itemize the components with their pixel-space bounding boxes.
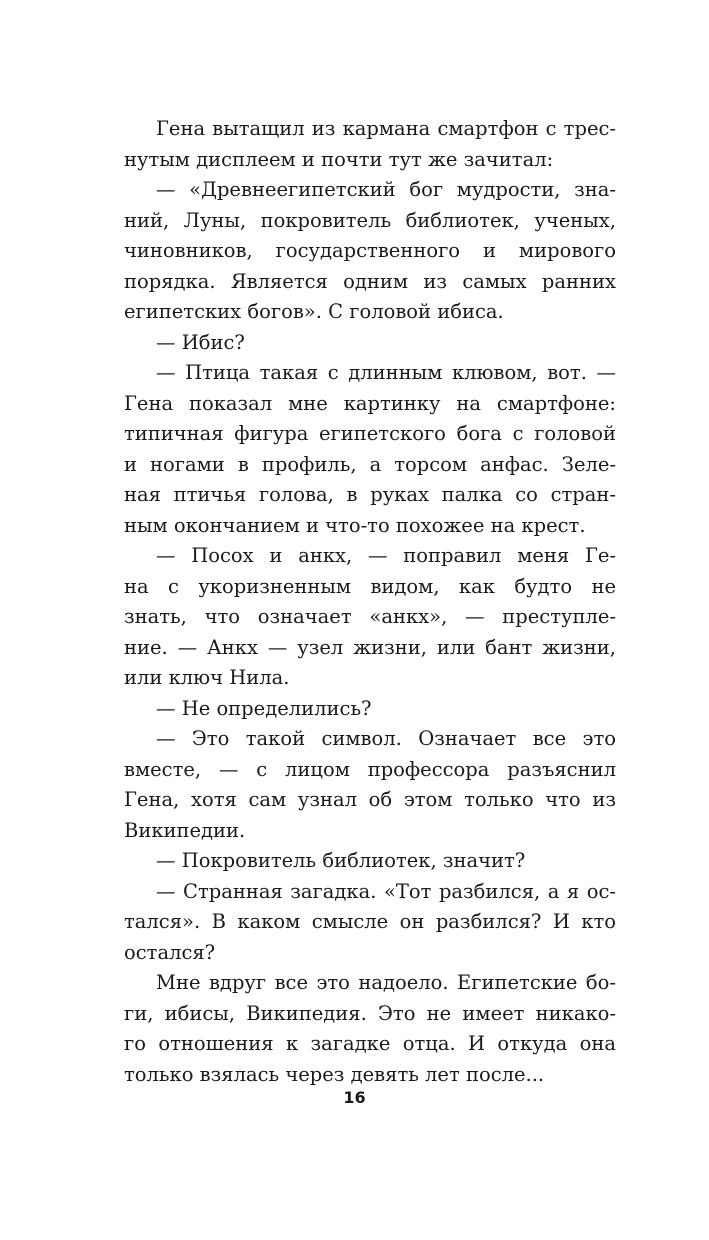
text-line: — Странная загадка. «Тот разбился, а я ос- [156, 879, 616, 903]
text-line: тался». В каком смысле он разбился? И кто [124, 910, 616, 933]
text-line: ний, Луны, покровитель библиотек, ученых, [124, 208, 616, 232]
text-line: нутым дисплеем и почти тут же зачитал: [124, 147, 554, 171]
text-line: только взялась через девять лет после... [124, 1062, 545, 1086]
text-line: — Не определились? [156, 696, 372, 720]
text-line: ги, ибисы, Википедия. Это не имеет никако- [124, 1001, 616, 1025]
text-line: — Посох и анкх, — поправил меня Ге- [156, 544, 616, 567]
text-line: — Покровитель библиотек, значит? [156, 849, 526, 872]
text-line: — Ибис? [156, 330, 245, 354]
text-line: ние. — Анкх — узел жизни, или бант жизни, [124, 635, 616, 659]
text-line: Гена вытащил из кармана смартфон с трес- [156, 117, 616, 140]
text-line: ным окончанием и что-то похожее на крест. [124, 513, 586, 537]
body-text [124, 114, 616, 1090]
text-line: египетских богов». С головой ибиса. [124, 300, 504, 323]
text-line: — «Древнеегипетский бог мудрости, зна- [156, 178, 616, 201]
text-line: — Это такой символ. Означает все это [156, 727, 616, 750]
text-line: типичная фигура египетского бога с головой [124, 422, 616, 445]
text-line: Википедии. [124, 818, 246, 842]
text-line: знать, что означает «анкх», — преступле- [124, 605, 616, 628]
text-line: остался? [124, 940, 216, 964]
text-line: чиновников, государственного и мирового [124, 239, 616, 262]
text-line: го отношения к загадке отца. И откуда она [124, 1032, 616, 1055]
text-line: и ногами в профиль, а торсом анфас. Зеле- [124, 452, 616, 476]
text-line: ная птичья голова, в руках палка со стран- [124, 483, 616, 506]
text-line: Гена, хотя сам узнал об этом только что из [124, 788, 616, 811]
text-line: Гена показал мне картинку на смартфоне: [124, 391, 616, 415]
text-line: вместе, — с лицом профессора разъяснил [124, 757, 616, 781]
text-line: — Птица такая с длинным клювом, вот. — [156, 361, 616, 384]
text-line: на с укоризненным видом, как будто не [124, 574, 616, 598]
text-line: порядка. Является одним из самых ранних [124, 269, 616, 293]
text-line: или ключ Нила. [124, 666, 290, 689]
text-line: Мне вдруг все это надоело. Египетские бо- [156, 971, 616, 994]
page-number: 16 [343, 1088, 366, 1107]
